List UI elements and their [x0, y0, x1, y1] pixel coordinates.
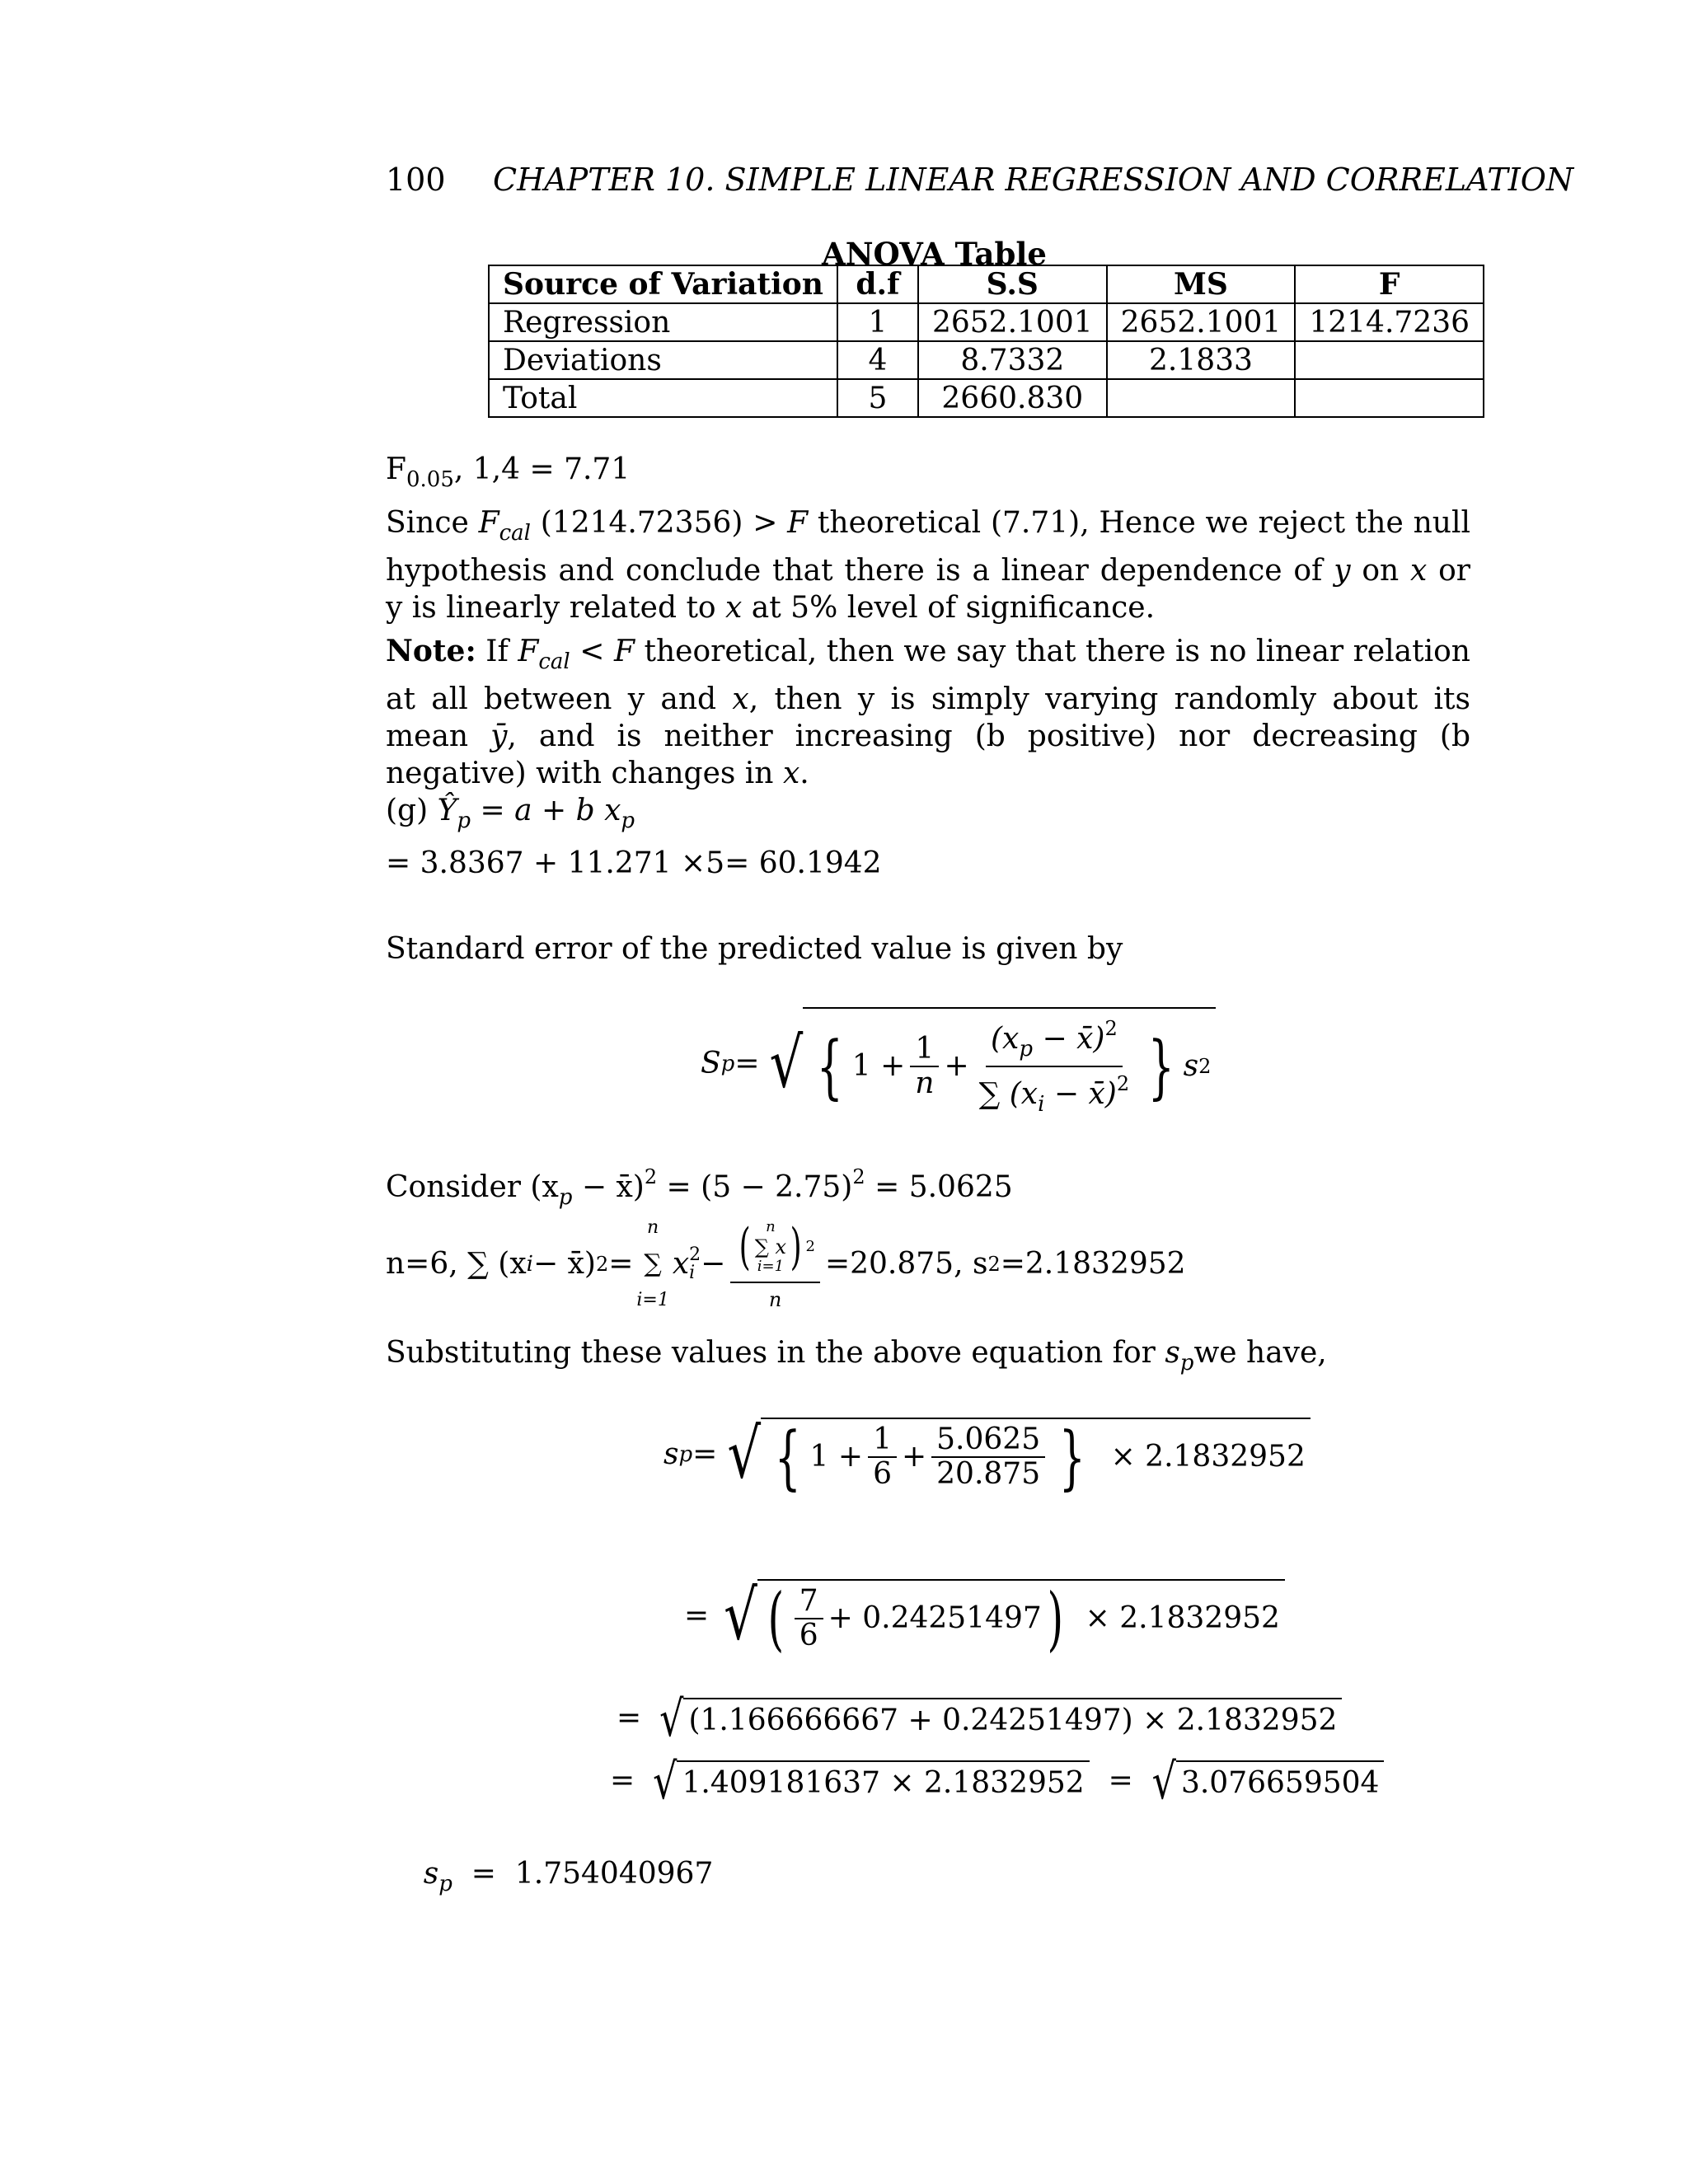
part-g-equation: (g) $Ŷ_p = a + b$ $x_p$: [386, 794, 635, 833]
anova-table: [488, 265, 1484, 418]
table-cell: Regression: [489, 303, 837, 341]
col-header-ms: MS: [1107, 265, 1296, 303]
table-cell: 2660.830: [918, 379, 1107, 417]
conclusion-paragraph: Since $F_{cal}$ (1214.72356) > F theoretical (7.71), Hence we reject the null hypothesis and conclude that there is a linear dependence of y on x or y is linearly related to x at 5% level of significance.: [386, 506, 1470, 625]
anova-caption: ANOVA Table: [822, 236, 1047, 272]
sp-calculation-step-1: s p = √ { 1 + $\frac{1}{6}$ + $\frac{5.0625}{20.875}$ } × 2.1832952: [663, 1418, 1311, 1492]
sp-calculation-step-2: = √ ( $\frac{7}{6}$ + 0.24251497 ) × 2.1832952: [684, 1579, 1285, 1653]
col-header-f: F: [1295, 265, 1484, 303]
table-cell: 2652.1001: [1107, 303, 1296, 341]
anova-header-row: [489, 265, 1484, 303]
sum-of-squares-line: n=6, ∑ (x i − x̄) 2 = n ∑ i=1 x 2 i − ( n ∑ x i=1 ) 2 n =20.875, s 2 =2.1832952: [386, 1210, 1186, 1319]
table-cell: 8.7332: [918, 341, 1107, 379]
table-cell: Total: [489, 379, 837, 417]
sqrt-icon: √: [1151, 1751, 1176, 1811]
table-cell: 5: [837, 379, 918, 417]
sqrt-icon: √: [727, 1414, 762, 1495]
table-cell: 4: [837, 341, 918, 379]
table-cell: 1: [837, 303, 918, 341]
sqrt-icon: √: [653, 1751, 678, 1811]
note-paragraph: Note: If $F_{cal} < F$ theoretical, then we say that there is no linear relation at all between y and x, then y is simply varying randomly about its mean ȳ, and is neither increasing (b positive) nor decreasing (b negative) with changes in x.: [386, 634, 1470, 790]
note-label: Note:: [386, 634, 476, 668]
table-cell: Deviations: [489, 341, 837, 379]
col-header-source: Source of Variation: [489, 265, 837, 303]
table-row: [489, 341, 1484, 379]
substituting-line: Substituting these values in the above equation for $s_pwe$ have,: [386, 1336, 1327, 1376]
table-cell: [1295, 379, 1484, 417]
sp-calculation-step-3: = √ (1.166666667 + 0.24251497) × 2.1832952: [617, 1698, 1342, 1739]
se-intro-text: Standard error of the predicted value is given by: [386, 932, 1123, 966]
sqrt-icon: √: [659, 1689, 684, 1748]
sp-formula: S p = √ { 1 + $\frac{1}{n}$ + $\frac{(x_p - x̄)^2}{\sum (x_i - x̄)^2}$ } s 2: [701, 1007, 1216, 1121]
table-cell: 2.1833: [1107, 341, 1296, 379]
page-number: 100: [386, 162, 446, 198]
table-cell: 1214.7236: [1295, 303, 1484, 341]
table-cell: [1107, 379, 1296, 417]
sp-result: $s_p = 1.754040967$: [423, 1857, 714, 1896]
table-cell: 2652.1001: [918, 303, 1107, 341]
chapter-title: CHAPTER 10. SIMPLE LINEAR REGRESSION AND CORRELATION: [493, 162, 1574, 198]
sqrt-icon: √: [769, 1024, 804, 1104]
prediction-value: = 3.8367 + 11.271 ×5= 60.1942: [386, 846, 882, 880]
col-header-ss: S.S: [918, 265, 1107, 303]
table-row: [489, 303, 1484, 341]
table-row: [489, 379, 1484, 417]
consider-line: Consider ($x_p$ − x̄)$^2$ = $(5 - 2.75)^2 = 5.0625$: [386, 1165, 1013, 1210]
sqrt-icon: √: [724, 1576, 757, 1657]
col-header-df: d.f: [837, 265, 918, 303]
f-critical-line: $F_{0.05}$, 1,4 = 7.71: [386, 452, 631, 492]
sp-calculation-step-4: = √ 1.409181637 × 2.1832952 = √ 3.076659504: [610, 1760, 1384, 1802]
table-cell: [1295, 341, 1484, 379]
